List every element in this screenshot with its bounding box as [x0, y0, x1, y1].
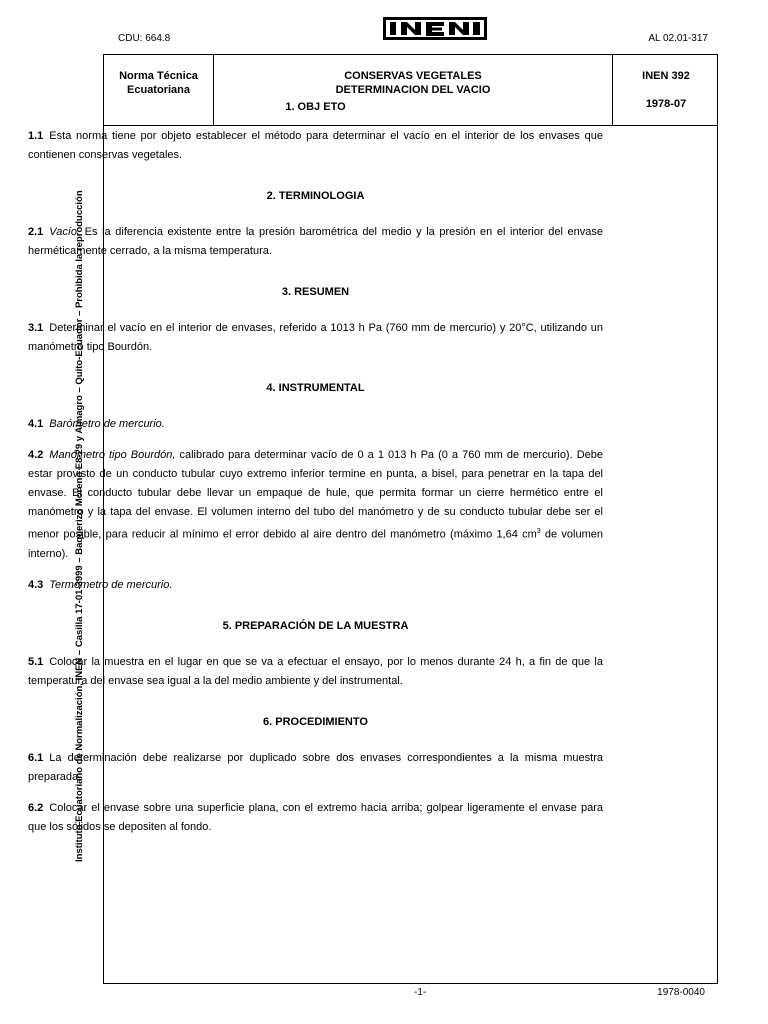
clause-text: calibrado para determinar vacío de 0 a 1 013 h Pa (0 a 760 mm de mercurio). Debe estar provisto de un conducto tubular cuyo extremo inferior termine en punta, a bisel, para penetrar en la tapa del envase. El conducto tubular debe llevar un empaque de hule, que permita formar un cierre hermético entre el manómetro y la tapa del envase. El volumen interno del tubo del manómetro y de su conducto tubular debe ser el menor posible, para reducir al mínimo el error debido al aire dentro del manómetro (máximo 1,64 cm	[28, 449, 603, 541]
clause-text: Esta norma tiene por objeto establecer el método para determinar el vacío en el interior de los envases que contienen conservas vegetales.	[28, 130, 603, 161]
al-code: AL 02.01-317	[648, 33, 708, 44]
clause-number: 2.1	[28, 226, 44, 238]
paragraph	[28, 415, 603, 434]
document-title-line2: DETERMINACION DEL VACIO	[335, 84, 491, 96]
side-notice: Instituto Ecuatoriano de Normalización, INEN – Casilla 17-01-3999 – Baquerizo Moreno E8-29 y Almagro – Quito-Ecuador – Prohibida la reproducción	[74, 190, 85, 862]
inen-logo	[383, 17, 487, 40]
clause-text: Colocar el envase sobre una superficie plana, con el extremo hacia arriba; golpear ligeramente el envase para que los sólidos se depositen al fondo.	[28, 801, 603, 833]
norm-type-line2: Ecuatoriana	[127, 84, 190, 96]
section-title: 5. PREPARACIÓN DE LA MUESTRA	[222, 619, 409, 632]
paragraph	[28, 446, 603, 564]
document-date: 1978-07	[645, 98, 687, 110]
clause-text: Determinar el vacío en el interior de envases, referido a 1013 h Pa (760 mm de mercurio) y 20°C, utilizando un manómetro tipo Bourdón.	[28, 322, 603, 353]
document-title-line1: CONSERVAS VEGETALES	[344, 70, 482, 82]
clause-number: 1.1	[28, 130, 44, 142]
clause-term: Barómetro de mercurio.	[49, 418, 165, 430]
paragraph	[28, 127, 603, 165]
clause-term: Manómetro tipo Bourdón,	[49, 449, 176, 461]
clause-text: Colocar la muestra en el lugar en que se va a efectuar el ensayo, por lo menos durante 24 h, a fin de que la temperatura del envase sea igual a la del medio ambiente y del instrumental.	[28, 655, 603, 687]
page-number: -1-	[414, 987, 427, 998]
paragraph	[28, 319, 603, 357]
document-code-cell	[612, 55, 719, 125]
paragraph	[28, 799, 603, 837]
paragraph	[28, 223, 603, 261]
clause-number: 3.1	[28, 322, 44, 334]
paragraph	[28, 576, 603, 595]
footer-code: 1978-0040	[657, 987, 705, 998]
norm-type-line1: Norma Técnica	[119, 70, 198, 82]
paragraph	[28, 749, 603, 787]
clause-term: Vacío.	[49, 226, 81, 238]
clause-number: 5.1	[28, 655, 44, 668]
clause-number: 6.1	[28, 751, 44, 764]
paragraph	[28, 653, 603, 691]
clause-number: 4.2	[28, 449, 44, 461]
section-title: 1. OBJ ETO	[285, 101, 346, 113]
document-code: INEN 392	[642, 70, 690, 82]
section-title: 6. PROCEDIMIENTO	[263, 715, 368, 728]
clause-number: 4.1	[28, 418, 44, 430]
section-title: 2. TERMINOLOGIA	[266, 190, 365, 202]
clause-term: Termómetro de mercurio.	[49, 578, 173, 591]
section-title: 3. RESUMEN	[281, 286, 350, 298]
clause-number: 6.2	[28, 801, 44, 814]
section-title: 4. INSTRUMENTAL	[266, 382, 365, 394]
clause-number: 4.3	[28, 578, 44, 591]
superscript: 3	[536, 528, 541, 535]
clause-text: La determinación debe realizarse por duplicado sobre dos envases correspondientes a la misma muestra preparada.	[28, 751, 603, 783]
clause-text: Es la diferencia existente entre la presión barométrica del medio y la presión en el interior del envase herméticamente cerrado, a la misma temperatura.	[28, 226, 603, 257]
document-body	[28, 98, 603, 837]
clause-text: de volumen interno).	[28, 528, 603, 560]
cdu-code: CDU: 664.8	[118, 33, 171, 44]
